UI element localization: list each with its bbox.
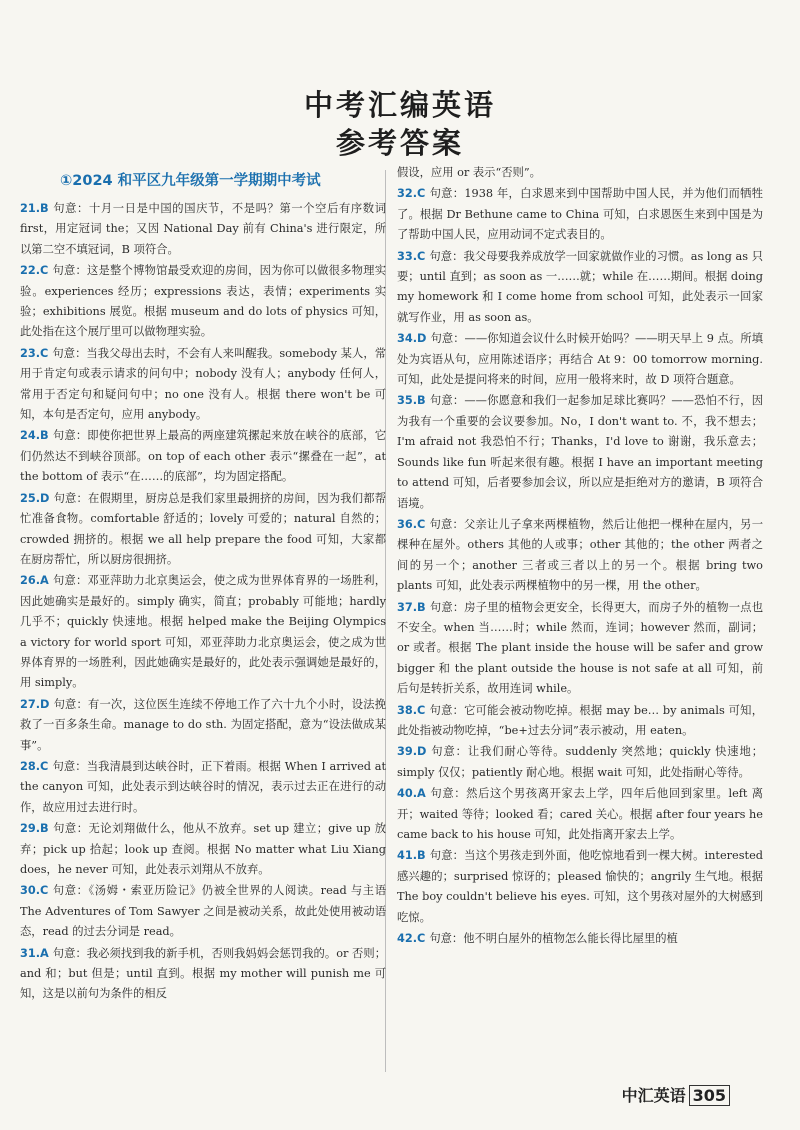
answer-number: 30.C (20, 884, 49, 898)
answer-explanation: 句意：当我父母出去时，不会有人来叫醒我。somebody 某人，常用于肯定句或表示请求的问句中；nobody 没有人；anybody 任何人，常用于否定句和疑问句中；no one 没有人。根据 there won't be 可知，本句是否定句，应用 anybody。 (20, 346, 386, 422)
answer-item (20, 199, 386, 260)
answer-item (20, 944, 386, 1005)
continuation-text: 假设，应用 or 表示“否则”。 (397, 166, 541, 179)
answer-number: 32.C (397, 187, 426, 201)
answer-item (397, 742, 763, 783)
footer-label: 中汇英语 (621, 1086, 686, 1105)
answer-explanation: 句意：即使你把世界上最高的两座建筑摞起来放在峡谷的底部，它们仍然达不到峡谷顶部。on top of each other 表示“摞叠在一起”，at the bottom of 表示“在……的底部”，均为固定搭配。 (20, 429, 386, 484)
answer-explanation: 句意：我必须找到我的新手机，否则我妈妈会惩罚我的。or 否则；and 和；but 但是；until 直到。根据 my mother will punish me 可知，这是以前句为条件的相反 (20, 946, 386, 1001)
answer-explanation: 句意：然后这个男孩离开家去上学，四年后他回到家里。left 离开；waited 等待；looked 看；cared 关心。根据 after four years he came back to his house 可知，此处指离开家去上学。 (397, 787, 763, 841)
page-title (0, 86, 800, 162)
answer-explanation: 句意：我父母要我养成放学一回家就做作业的习惯。as long as 只要；until 直到；as soon as 一……就；while 在……期间。根据 doing my homework 和 I come home from school 可知，此处表示一回家就写作业，用 as soon as。 (397, 249, 763, 324)
answer-explanation: 句意：无论刘翔做什么，他从不放弃。set up 建立；give up 放弃；pick up 拾起；look up 查阅。根据 No matter what Liu Xiang does，he never 可知，此处表示刘翔从不放弃。 (20, 822, 386, 876)
answer-explanation: 句意：——你愿意和我们一起参加足球比赛吗？——恐怕不行，因为我有一个重要的会议要参加。No，I don't want to. 不，我不想去；I'm afraid not 我恐怕不行；Thanks，I'd love to 谢谢，我乐意去；Sounds like fun 听起来很有趣。根据 I have an important meeting to attend 可知，后者要参加会议，所以应是拒绝对方的邀请，B 项符合语境。 (397, 394, 763, 510)
answer-item (397, 701, 763, 742)
answer-item (397, 329, 763, 390)
answer-number: 21.B (20, 202, 49, 215)
answer-item (397, 846, 763, 928)
answer-item (20, 426, 386, 487)
answer-explanation: 句意：——你知道会议什么时候开始吗？——明天早上 9 点。所填处为宾语从句，应用陈述语序；再结合 At 9：00 tomorrow morning. 可知，此处是提问将来的时间，应用一般将来时，故 D 项符合题意。 (397, 332, 763, 387)
answer-explanation: 句意：房子里的植物会更安全，长得更大，而房子外的植物一点也不安全。when 当……时；while 然而，连词；however 然而，副词；or 或者。根据 The plant inside the house will be safer and grow bigger 和 the plant outside the house is not safe at all 可知，前后句是转折关系，故用连词 while。 (397, 600, 763, 696)
left-column (20, 170, 386, 1006)
title-line-2: 参考答案 (335, 126, 464, 160)
answer-item (397, 598, 763, 700)
answer-number: 41.B (397, 849, 426, 863)
answer-number: 26.A (20, 574, 49, 588)
answer-item (397, 247, 763, 329)
answer-item (20, 571, 386, 693)
answer-explanation: 句意：有一次，这位医生连续不停地工作了六十九个小时，设法挽救了一百多条生命。manage to do sth. 为固定搭配，意为“设法做成某事”。 (20, 697, 386, 752)
answer-number: 36.C (397, 517, 426, 531)
answer-explanation: 句意：这是整个博物馆最受欢迎的房间，因为你可以做很多物理实验。experiences 经历；expressions 表达，表情；experiments 实验；exhibitions 展览。根据 museum and do lots of physics 可知，此处指在这个展厅里可以做物理实验。 (20, 264, 386, 339)
page-footer (622, 1083, 730, 1106)
answer-number: 27.D (20, 697, 50, 711)
answer-number: 34.D (397, 332, 427, 346)
answer-item (20, 489, 386, 571)
answer-item (20, 344, 386, 426)
answer-number: 38.C (397, 703, 426, 717)
answer-explanation: 句意：它可能会被动物吃掉。根据 may be… by animals 可知，此处指被动物吃掉，“be+过去分词”表示被动，用 eaten。 (397, 703, 763, 737)
right-column (397, 163, 763, 950)
answer-number: 37.B (397, 600, 426, 614)
answer-explanation: 句意：当这个男孩走到外面，他吃惊地看到一棵大树。interested 感兴趣的；surprised 惊讶的；pleased 愉快的；angrily 生气地。根据 The boy couldn't believe his eyes. 可知，这个男孩对屋外的大树感到吃惊。 (397, 849, 763, 924)
answer-item (20, 757, 386, 818)
answer-number: 31.A (20, 946, 49, 960)
answer-item (20, 881, 386, 942)
answer-number: 33.C (397, 249, 426, 263)
section-heading: ①2024 和平区九年级第一学期期中考试 (60, 173, 321, 189)
answer-number: 24.B (20, 429, 49, 443)
answer-item (397, 515, 763, 597)
answer-explanation: 句意：他不明白屋外的植物怎么能长得比屋里的植 (429, 932, 678, 946)
page-number: 305 (689, 1085, 730, 1106)
answer-number: 42.C (397, 932, 426, 946)
answer-explanation: 句意：当我清晨到达峡谷时，正下着雨。根据 When I arrived at the canyon 可知，此处表示到达峡谷时的情况，表示过去正在进行的动作，故应用过去进行时。 (20, 759, 386, 814)
answer-explanation: 句意：《汤姆・索亚历险记》仍被全世界的人阅读。read 与主语 The Adventures of Tom Sawyer 之间是被动关系，故此处使用被动语态，read 的过去分词是 read。 (20, 884, 386, 939)
answer-item (397, 929, 763, 949)
answer-number: 25.D (20, 491, 50, 505)
answer-item (397, 784, 763, 845)
title-line-1: 中考汇编英语 (303, 88, 496, 122)
answer-number: 35.B (397, 394, 426, 408)
answer-explanation: 句意：十月一日是中国的国庆节，不是吗？第一个空后有序数词 first，用定冠词 the；又因 National Day 前有 China's 进行限定，所以第二空不填冠词，B 项符合。 (20, 202, 386, 256)
answer-explanation: 句意：邓亚萍助力北京奥运会，使之成为世界体育界的一场胜利，因此她确实是最好的。simply 确实，简直；probably 可能地；hardly 几乎不；quickly 快速地。根据 helped make the Beijing Olympics a victory for world sport 可知，邓亚萍助力北京奥运会，使之成为世界体育界的一场胜利，因此她确实是最好的，此处表示强调她是最好的，用 simply。 (20, 574, 386, 690)
answer-item (397, 184, 763, 245)
answer-number: 40.A (397, 787, 426, 801)
answer-number: 22.C (20, 264, 49, 278)
answer-item (20, 261, 386, 343)
answer-explanation: 句意：在假期里，厨房总是我们家里最拥挤的房间，因为我们都帮忙准备食物。comfortable 舒适的；lovely 可爱的；natural 自然的；crowded 拥挤的。根据 we all help prepare the food 可知，大家都在厨房帮忙，所以厨房很拥挤。 (20, 491, 386, 566)
answer-explanation: 句意：让我们耐心等待。suddenly 突然地；quickly 快速地；simply 仅仅；patiently 耐心地。根据 wait 可知，此处指耐心等待。 (397, 745, 763, 779)
answer-number: 23.C (20, 346, 49, 360)
answer-item (20, 819, 386, 880)
answer-number: 28.C (20, 759, 49, 773)
answer-number: 29.B (20, 822, 49, 836)
answer-item (20, 695, 386, 756)
answer-explanation: 句意：父亲让儿子拿来两棵植物，然后让他把一棵种在屋内，另一棵种在屋外。others 其他的人或事；other 其他的；the other 两者之间的另一个；another 三者或三者以上的另一个。根据 bring two plants 可知，此处表示两棵植物中的另一棵，用 the other。 (397, 517, 763, 593)
answer-item (397, 391, 763, 513)
answer-number: 39.D (397, 745, 427, 759)
answer-explanation: 句意：1938 年，白求恩来到中国帮助中国人民，并为他们而牺牲了。根据 Dr Bethune came to China 可知，白求恩医生来到中国是为了帮助中国人民，应用动词不定式表目的。 (397, 187, 763, 242)
